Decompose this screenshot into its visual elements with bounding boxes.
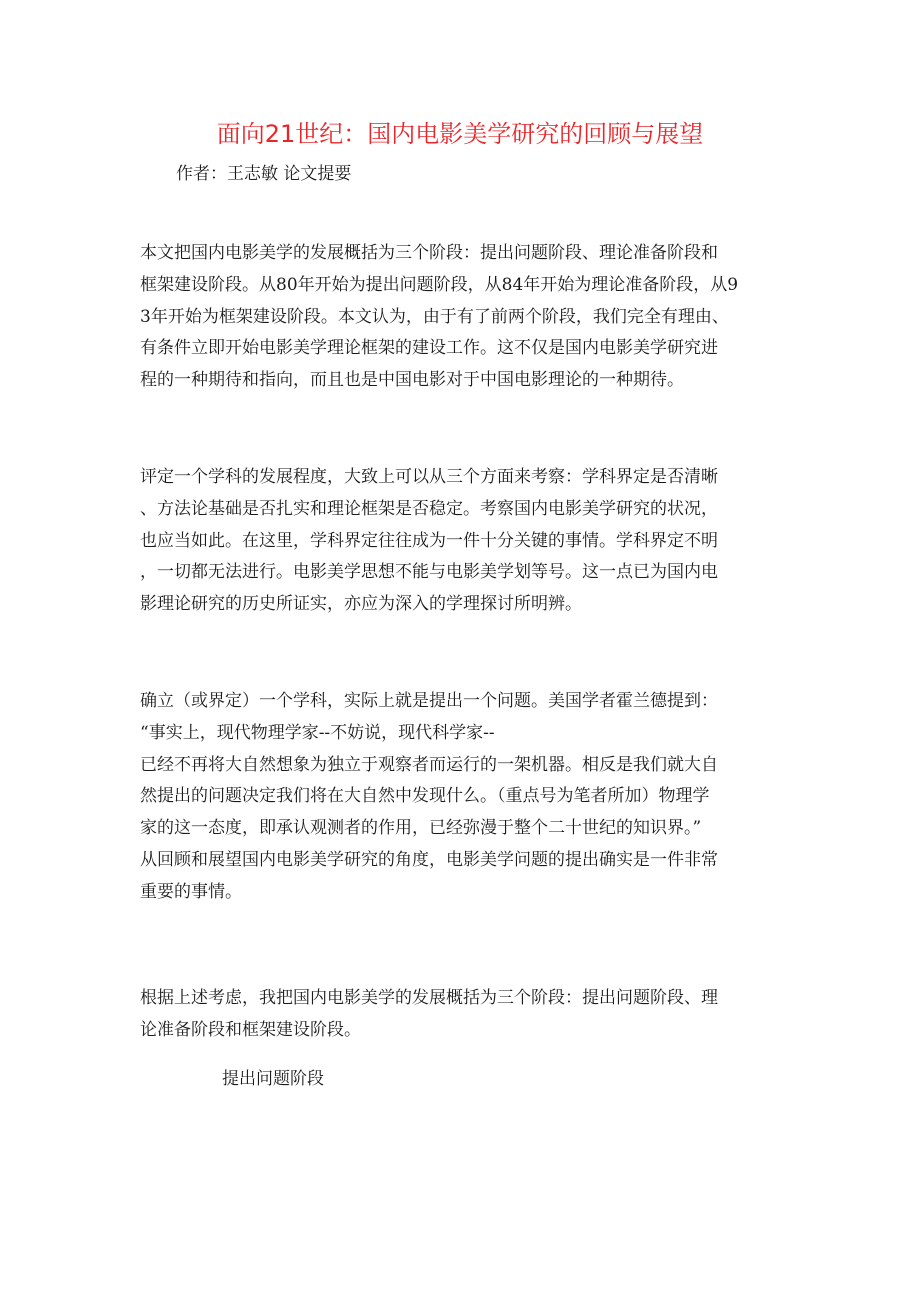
- paragraph-line: 根据上述考虑，我把国内电影美学的发展概括为三个阶段：提出问题阶段、理: [140, 988, 718, 1008]
- paragraph-line: 从回顾和展望国内电影美学研究的角度，电影美学问题的提出确实是一件非常: [140, 849, 718, 870]
- paragraph-4: [140, 983, 780, 1047]
- paragraph-line: 、方法论基础是否扎实和理论框架是否稳定。考察国内电影美学研究的状况，: [140, 498, 718, 519]
- paragraph-line: 有条件立即开始电影美学理论框架的建设工作。这不仅是国内电影美学研究进: [140, 338, 718, 359]
- paragraph-line: 确立（或界定）一个学科，实际上就是提出一个问题。美国学者霍兰德提到：: [140, 691, 718, 711]
- paragraph-line: 已经不再将大自然想象为独立于观察者而运行的一架机器。相反是我们就大自: [140, 754, 718, 775]
- paragraph-line: 评定一个学科的发展程度，大致上可以从三个方面来考察：学科界定是否清晰: [140, 467, 718, 487]
- paragraph-2: [140, 462, 780, 621]
- paragraph-line: 框架建设阶段。从80年开始为提出问题阶段，从84年开始为理论准备阶段，从9: [140, 274, 739, 295]
- paragraph-line: ，一切都无法进行。电影美学思想不能与电影美学划等号。这一点已为国内电: [140, 562, 718, 583]
- paragraph-line: “事实上，现代物理学家--不妨说，现代科学家--: [140, 722, 495, 743]
- paragraph-1: [140, 238, 780, 397]
- paragraph-line: 也应当如此。在这里，学科界定往往成为一件十分关键的事情。学科界定不明: [140, 530, 718, 551]
- section-heading: 提出问题阶段: [222, 1069, 324, 1089]
- paragraph-line: 3年开始为框架建设阶段。本文认为，由于有了前两个阶段，我们完全有理由、: [140, 306, 729, 327]
- paragraph-line: 重要的事情。: [140, 881, 242, 902]
- document-title: 面向21世纪：国内电影美学研究的回顾与展望: [216, 120, 704, 148]
- author-line: 作者：王志敏 论文提要: [176, 164, 352, 184]
- paragraph-3: [140, 686, 780, 909]
- paragraph-line: 论准备阶段和框架建设阶段。: [140, 1019, 361, 1040]
- paragraph-line: 然提出的问题决定我们将在大自然中发现什么。（重点号为笔者所加）物理学: [140, 786, 710, 807]
- paragraph-line: 本文把国内电影美学的发展概括为三个阶段：提出问题阶段、理论准备阶段和: [140, 243, 718, 263]
- paragraph-line: 家的这一态度，即承认观测者的作用，已经弥漫于整个二十世纪的知识界。”: [140, 818, 702, 839]
- paragraph-line: 影理论研究的历史所证实，亦应为深入的学理探讨所明辨。: [140, 594, 582, 615]
- paragraph-line: 程的一种期待和指向，而且也是中国电影对于中国电影理论的一种期待。: [140, 370, 684, 391]
